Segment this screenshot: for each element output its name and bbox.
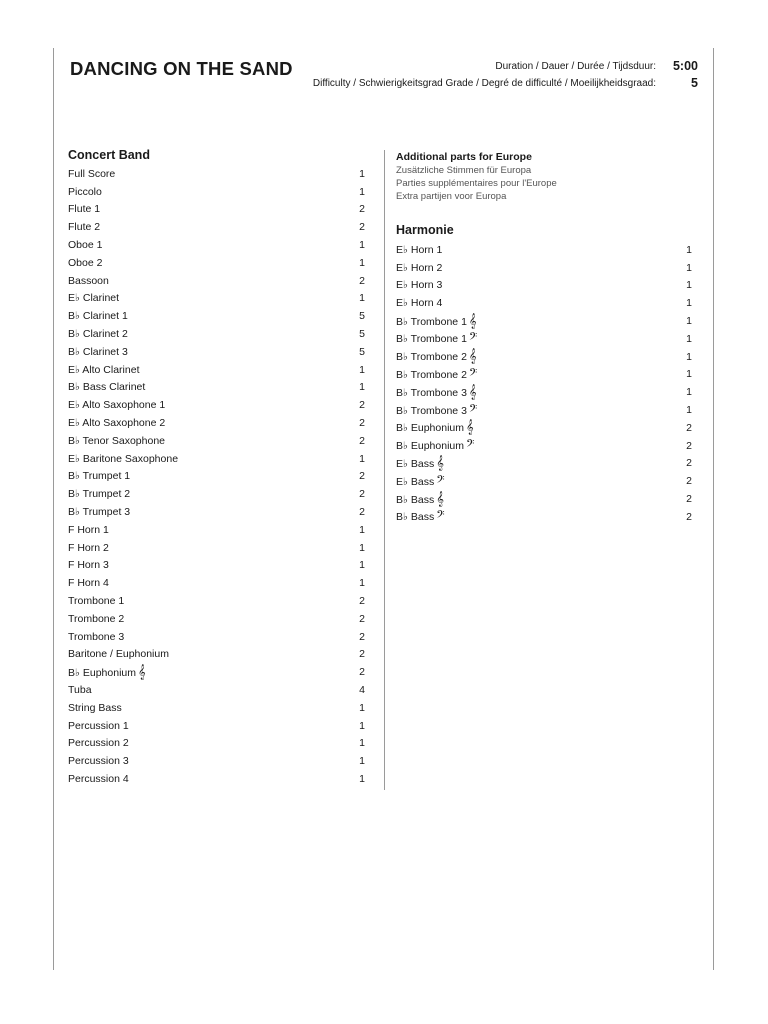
- treble-clef-icon: 𝄞: [468, 313, 477, 329]
- part-name-cell: [396, 474, 445, 489]
- part-name: B♭ Trombone 3: [396, 386, 467, 399]
- part-row: [68, 735, 365, 753]
- part-name-cell: [396, 420, 474, 435]
- bass-clef-icon: 𝄢: [436, 509, 445, 525]
- part-quantity: 1: [686, 243, 692, 256]
- part-quantity: 1: [359, 167, 365, 180]
- part-name-cell: [68, 577, 109, 589]
- harmonie-parts-list: [396, 241, 692, 526]
- part-name-cell: [68, 755, 129, 767]
- europe-note-title: Additional parts for Europe: [396, 151, 532, 163]
- part-quantity: 2: [686, 421, 692, 434]
- part-name: B♭ Bass: [396, 511, 435, 524]
- part-name-cell: [68, 328, 128, 340]
- part-name: B♭ Trombone 1: [396, 333, 467, 346]
- part-name-cell: [68, 399, 165, 411]
- part-name: Percussion 3: [68, 755, 129, 768]
- part-name: B♭ Trumpet 1: [68, 470, 131, 483]
- part-name-cell: [396, 456, 444, 471]
- part-quantity: 1: [686, 386, 692, 399]
- part-row: [68, 503, 365, 521]
- part-row: [68, 414, 365, 432]
- part-name-cell: [68, 684, 92, 696]
- part-row: [68, 379, 365, 397]
- part-name: Flute 2: [68, 221, 101, 234]
- part-row: [68, 646, 365, 664]
- part-quantity: 2: [686, 475, 692, 488]
- part-quantity: 2: [686, 493, 692, 506]
- part-quantity: 2: [359, 470, 365, 483]
- part-row: [68, 468, 365, 486]
- part-quantity: 2: [686, 457, 692, 470]
- part-row: [396, 241, 692, 259]
- part-quantity: 1: [359, 381, 365, 394]
- part-quantity: 2: [359, 666, 365, 679]
- part-name-cell: [68, 186, 102, 198]
- part-name: B♭ Bass Clarinet: [68, 381, 146, 394]
- piece-title: DANCING ON THE SAND: [70, 58, 293, 79]
- part-quantity: 2: [359, 417, 365, 430]
- part-name-cell: [68, 488, 130, 500]
- part-row: [396, 472, 692, 490]
- part-quantity: 1: [359, 523, 365, 536]
- part-name: Piccolo: [68, 185, 102, 198]
- difficulty-value: 5: [691, 76, 698, 90]
- part-row: [396, 312, 692, 330]
- part-name: E♭ Clarinet: [68, 292, 120, 305]
- part-name-cell: [68, 542, 109, 554]
- part-name: String Bass: [68, 701, 122, 714]
- part-name-cell: [68, 310, 128, 322]
- part-quantity: 5: [359, 345, 365, 358]
- part-row: [68, 681, 365, 699]
- part-row: [396, 366, 692, 384]
- part-row: [68, 325, 365, 343]
- part-name: B♭ Bass: [396, 493, 435, 506]
- part-quantity: 1: [359, 256, 365, 269]
- part-name-cell: [396, 509, 445, 524]
- part-name-cell: [396, 314, 477, 329]
- part-row: [68, 610, 365, 628]
- part-name: B♭ Trumpet 2: [68, 488, 131, 501]
- part-name: E♭ Horn 2: [396, 261, 443, 274]
- part-name-cell: [68, 737, 129, 749]
- difficulty-label: Difficulty / Schwierigkeitsgrad Grade / Degré de difficulté / Moeilijkheidsgraad:: [312, 78, 656, 89]
- part-name: Baritone / Euphonium: [68, 648, 169, 661]
- part-name: Percussion 2: [68, 737, 129, 750]
- part-name: F Horn 1: [68, 523, 109, 536]
- part-name: E♭ Horn 3: [396, 279, 443, 292]
- part-name: Flute 1: [68, 203, 101, 216]
- part-row: [396, 508, 692, 526]
- part-row: [68, 343, 365, 361]
- part-name-cell: [396, 279, 442, 291]
- part-name-cell: [68, 453, 178, 465]
- part-name: B♭ Tenor Saxophone: [68, 434, 165, 447]
- part-name: Percussion 1: [68, 719, 129, 732]
- part-name: B♭ Clarinet 2: [68, 328, 128, 341]
- part-row: [68, 218, 365, 236]
- part-quantity: 2: [359, 221, 365, 234]
- part-name: Trombone 1: [68, 595, 125, 608]
- part-row: [396, 348, 692, 366]
- part-name: Trombone 3: [68, 630, 125, 643]
- part-row: [68, 183, 365, 201]
- part-quantity: 1: [686, 315, 692, 328]
- right-margin-rule: [713, 48, 714, 970]
- part-name-cell: [68, 221, 100, 233]
- part-name: B♭ Trombone 2: [396, 351, 467, 364]
- part-quantity: 4: [359, 684, 365, 696]
- europe-note-line-french: Parties supplémentaires pour l'Europe: [396, 178, 557, 189]
- bass-clef-icon: 𝄢: [436, 473, 445, 489]
- part-quantity: 5: [359, 310, 365, 323]
- part-name-cell: [396, 367, 477, 382]
- treble-clef-icon: 𝄞: [466, 420, 474, 436]
- bass-clef-icon: 𝄢: [468, 366, 478, 382]
- bass-clef-icon: 𝄢: [466, 438, 475, 454]
- part-name-cell: [396, 262, 442, 274]
- part-name-cell: [396, 492, 444, 507]
- part-row: [68, 272, 365, 290]
- part-quantity: 1: [359, 737, 365, 750]
- europe-note-line-german: Zusätzliche Stimmen für Europa: [396, 165, 532, 176]
- part-row: [396, 294, 692, 312]
- part-name: B♭ Euphonium: [68, 666, 136, 679]
- left-margin-rule: [53, 48, 54, 970]
- part-name: B♭ Trumpet 3: [68, 506, 131, 519]
- part-quantity: 1: [359, 185, 365, 198]
- part-row: [68, 450, 365, 468]
- part-row: [396, 383, 692, 401]
- part-quantity: 2: [359, 203, 365, 216]
- part-row: [396, 455, 692, 473]
- part-name-cell: [68, 292, 119, 304]
- part-quantity: 2: [359, 630, 365, 643]
- part-name-cell: [68, 257, 102, 269]
- part-quantity: 1: [359, 701, 365, 714]
- part-name: B♭ Clarinet 3: [68, 345, 128, 358]
- part-quantity: 1: [359, 292, 365, 305]
- part-name: B♭ Trombone 3: [396, 404, 467, 417]
- part-name-cell: [68, 702, 122, 714]
- part-name: B♭ Trombone 1: [396, 315, 467, 328]
- part-quantity: 2: [686, 510, 692, 523]
- part-row: [396, 437, 692, 455]
- part-row: [68, 663, 365, 681]
- part-row: [68, 557, 365, 575]
- part-name: E♭ Bass: [396, 457, 435, 470]
- part-name: E♭ Alto Saxophone 2: [68, 417, 166, 430]
- part-row: [68, 717, 365, 735]
- part-name: Full Score: [68, 167, 116, 180]
- part-quantity: 2: [359, 595, 365, 608]
- part-quantity: 1: [686, 368, 692, 381]
- part-quantity: 2: [359, 488, 365, 501]
- part-name-cell: [68, 168, 115, 180]
- part-quantity: 2: [686, 439, 692, 452]
- part-name: E♭ Alto Clarinet: [68, 363, 140, 376]
- harmonie-title: Harmonie: [396, 223, 454, 237]
- part-row: [68, 396, 365, 414]
- part-name-cell: [68, 665, 146, 680]
- part-quantity: 1: [686, 279, 692, 292]
- part-row: [68, 521, 365, 539]
- part-quantity: 1: [686, 297, 692, 310]
- part-name-cell: [68, 506, 130, 518]
- part-row: [68, 592, 365, 610]
- part-name: Percussion 4: [68, 772, 129, 785]
- part-name-cell: [68, 381, 145, 393]
- part-name: E♭ Bass: [396, 475, 435, 488]
- concert-band-parts-list: [68, 165, 365, 788]
- part-row: [396, 419, 692, 437]
- europe-note: [396, 150, 557, 203]
- part-name: Bassoon: [68, 274, 109, 287]
- part-name: Trombone 2: [68, 612, 125, 625]
- part-name-cell: [396, 297, 442, 309]
- part-name: Oboe 2: [68, 256, 103, 269]
- part-quantity: 1: [359, 772, 365, 785]
- part-row: [68, 699, 365, 717]
- part-name: F Horn 4: [68, 577, 109, 590]
- part-name-cell: [68, 346, 128, 358]
- part-name: Tuba: [68, 684, 92, 696]
- part-name-cell: [68, 613, 124, 625]
- part-name-cell: [68, 203, 100, 215]
- part-name-cell: [68, 470, 130, 482]
- part-quantity: 1: [359, 363, 365, 376]
- part-quantity: 5: [359, 328, 365, 341]
- treble-clef-icon: 𝄞: [138, 664, 146, 680]
- part-name-cell: [68, 524, 109, 536]
- part-row: [68, 307, 365, 325]
- part-quantity: 1: [359, 719, 365, 732]
- bass-clef-icon: 𝄢: [468, 331, 478, 347]
- part-name-cell: [68, 275, 109, 287]
- part-quantity: 2: [359, 648, 365, 661]
- part-name-cell: [68, 435, 165, 447]
- bass-clef-icon: 𝄢: [468, 402, 478, 418]
- part-quantity: 1: [686, 261, 692, 274]
- part-name: F Horn 3: [68, 559, 109, 572]
- part-row: [68, 201, 365, 219]
- part-name: B♭ Euphonium: [396, 440, 464, 453]
- part-name: F Horn 2: [68, 541, 109, 554]
- part-quantity: 2: [359, 274, 365, 287]
- part-quantity: 1: [359, 452, 365, 465]
- part-name: B♭ Trombone 2: [396, 368, 467, 381]
- part-row: [68, 752, 365, 770]
- part-row: [68, 165, 365, 183]
- part-name-cell: [396, 331, 477, 346]
- part-quantity: 1: [359, 577, 365, 590]
- part-quantity: 1: [359, 559, 365, 572]
- part-name: E♭ Horn 1: [396, 243, 443, 256]
- part-name-cell: [396, 349, 477, 364]
- europe-note-line-dutch: Extra partijen voor Europa: [396, 191, 507, 202]
- part-quantity: 1: [359, 239, 365, 252]
- part-row: [68, 361, 365, 379]
- part-row: [68, 628, 365, 646]
- part-quantity: 2: [359, 612, 365, 625]
- part-quantity: 1: [359, 541, 365, 554]
- duration-label: Duration / Dauer / Durée / Tijdsduur:: [495, 61, 656, 72]
- part-row: [68, 236, 365, 254]
- part-row: [68, 254, 365, 272]
- part-row: [68, 770, 365, 788]
- part-name: B♭ Clarinet 1: [68, 310, 128, 323]
- part-quantity: 1: [686, 404, 692, 417]
- part-row: [396, 277, 692, 295]
- part-name-cell: [68, 631, 124, 643]
- part-name-cell: [68, 364, 140, 376]
- part-name: B♭ Euphonium: [396, 422, 464, 435]
- part-quantity: 1: [686, 350, 692, 363]
- part-row: [68, 574, 365, 592]
- concert-band-title: Concert Band: [68, 148, 150, 162]
- part-name-cell: [68, 648, 169, 660]
- treble-clef-icon: 𝄞: [468, 349, 477, 365]
- part-row: [68, 432, 365, 450]
- part-quantity: 1: [359, 755, 365, 768]
- part-name-cell: [68, 559, 109, 571]
- duration-value: 5:00: [672, 59, 698, 73]
- part-row: [68, 539, 365, 557]
- treble-clef-icon: 𝄞: [436, 491, 444, 507]
- part-name-cell: [68, 720, 129, 732]
- part-name-cell: [68, 239, 102, 251]
- part-quantity: 2: [359, 506, 365, 519]
- part-quantity: 2: [359, 399, 365, 412]
- part-row: [396, 401, 692, 419]
- part-name-cell: [396, 385, 477, 400]
- part-row: [68, 290, 365, 308]
- part-name-cell: [396, 438, 474, 453]
- part-name-cell: [396, 403, 477, 418]
- part-name: E♭ Baritone Saxophone: [68, 452, 179, 465]
- part-quantity: 1: [686, 332, 692, 345]
- part-name-cell: [68, 773, 129, 785]
- part-name: Oboe 1: [68, 239, 103, 252]
- treble-clef-icon: 𝄞: [468, 384, 477, 400]
- part-name: E♭ Alto Saxophone 1: [68, 399, 166, 412]
- part-name-cell: [68, 595, 124, 607]
- column-divider: [384, 150, 385, 790]
- part-quantity: 2: [359, 434, 365, 447]
- part-row: [396, 330, 692, 348]
- part-name-cell: [396, 244, 442, 256]
- treble-clef-icon: 𝄞: [436, 455, 444, 471]
- part-row: [396, 490, 692, 508]
- part-name-cell: [68, 417, 165, 429]
- part-row: [396, 259, 692, 277]
- part-name: E♭ Horn 4: [396, 297, 443, 310]
- part-row: [68, 485, 365, 503]
